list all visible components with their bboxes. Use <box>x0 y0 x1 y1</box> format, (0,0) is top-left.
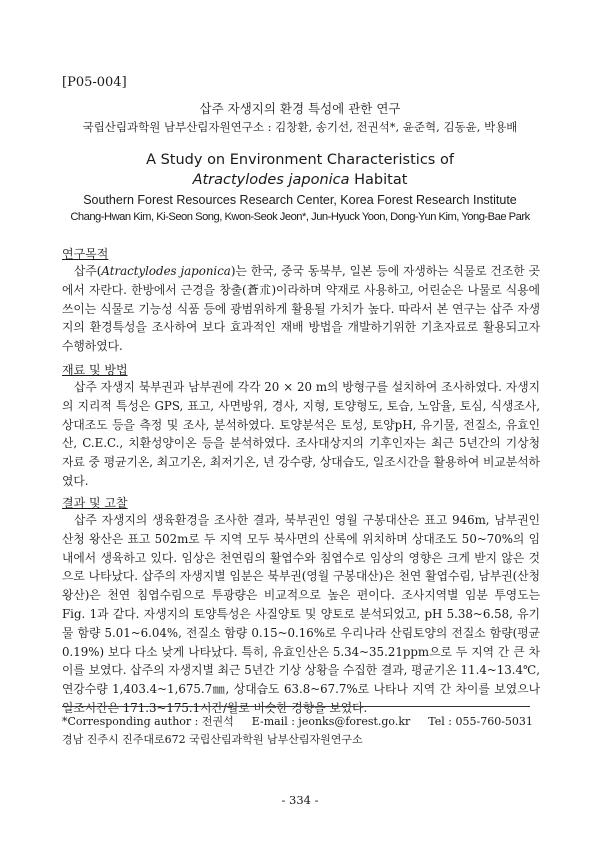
author-email: E-mail : jeonks@forest.go.kr <box>251 715 411 728</box>
title-english-habitat: Habitat <box>349 172 408 188</box>
section-heading-purpose: 연구목적 <box>62 247 109 261</box>
section-text-purpose <box>62 262 540 356</box>
authors-korean: 국립산림과학원 남부산림자원연구소 : 김창환, 송기선, 전권석*, 윤준혁, 김동윤, 박용배 <box>82 120 518 134</box>
purpose-text-pre: 삽주( <box>74 264 102 278</box>
section-text-results: 삽주 자생지의 생육환경을 조사한 결과, 북부권인 영월 구봉대산은 표고 946m, 남부권인 산청 왕산은 표고 502m로 두 지역 모두 북사면의 산록에 위치하며 상대조도 50~70%의 임내에서 생육하고 있다. 임상은 천연림의 활엽수와 침엽수로 임상의 영향은 크게 받지 않은 것으로 나타났다. 삽주의 자생지별 임분은 북부권(영월 구봉대산)은 천연 활엽수림, 남부권(산청 왕산)은 천연 침엽수림으로 투광량은 비교적으로 높은 편이다. 조사지역별 임분 투영도는 Fig. 1과 같다. 자생지의 토양특성은 사질양토 및 양토로 분석되었고, pH 5.38~6.58, 유기물 함량 5.01~6.04%, 전질소 함량 0.15~0.16%로 우리나라 산림토양의 전질소 함량(평균 0.19%) 보다 다소 낮게 나타났다. 특히, 유효인산은 5.34~35.21ppm으로 두 지역 간 큰 차이를 보였다. 삽주의 자생지별 최근 5년간 기상 상황을 수집한 결과, 평균기온 11.4~13.4℃, 연강수량 1,403.4~1,675.7㎜, 상대습도 63.8~67.7%로 나타나 지역 간 차이를 보였으나 일조시간은 171.3~175.1시간/월로 비슷한 경향을 보였다. <box>62 513 540 715</box>
species-name: Atractylodes japonica <box>192 172 350 188</box>
title-korean: 삽주 자생지의 환경 특성에 관한 연구 <box>199 101 401 116</box>
abstract-code: [P05-004] <box>62 75 127 90</box>
footnote-address: 경남 진주시 진주대로672 국립산림과학원 남부산림자원연구소 <box>62 733 363 746</box>
author-tel: Tel : 055-760-5031 <box>428 715 533 728</box>
footnote-divider <box>62 706 530 707</box>
purpose-text-post: )는 한국, 중국 동북부, 일본 등에 자생하는 식물로 건조한 곳에서 자란다. 한방에서 근경을 창출(蒼朮)이라하며 약재로 사용하고, 어린순은 나물로 식용에 쓰이는 식물로 기능성 식품 등에 광범위하게 활용될 가치가 높다. 따라서 본 연구는 삽주 자생지의 환경특성을 조사하여 보다 효과적인 재배 방법을 개발하기위한 기초자료로 활용되고자 수행하였다. <box>62 264 540 354</box>
section-text-methods: 삽주 자생지 북부권과 남부권에 각각 20 × 20 m의 방형구를 설치하여 조사하였다. 자생지의 지리적 특성은 GPS, 표고, 사면방위, 경사, 지형, 토양형도, 토습, 노암율, 토심, 식생조사, 상대조도 등을 측정 및 조사, 분석하였다. 토양분석은 토성, 토양pH, 유기물, 전질소, 유효인산, C.E.C., 치환성양이온 등을 분석하였다. 조사대상지의 기후인자는 최근 5년간의 기상청 자료 중 평균기온, 최고기온, 최저기온, 년 강수량, 상대습도, 일조시간을 활용하여 비교분석하였다. <box>62 380 540 488</box>
section-heading-methods: 재료 및 방법 <box>62 363 128 377</box>
institute-english: Southern Forest Resources Research Center, Korea Forest Research Institute <box>83 193 517 207</box>
title-english-line1: A Study on Environment Characteristics of <box>146 152 454 168</box>
title-english-line2 <box>0 172 600 188</box>
corresponding-author: *Corresponding author : 전권석 <box>62 715 234 728</box>
section-heading-results: 결과 및 고찰 <box>62 496 128 510</box>
page-number: - 334 - <box>281 793 319 807</box>
authors-english: Chang-Hwan Kim, Ki-Seon Song, Kwon-Seok Jeon*, Jun-Hyuck Yoon, Dong-Yun Kim, Yong-Bae Park <box>70 211 530 223</box>
purpose-species: Atractylodes japonica <box>101 264 231 278</box>
footnote-contact <box>62 713 542 729</box>
